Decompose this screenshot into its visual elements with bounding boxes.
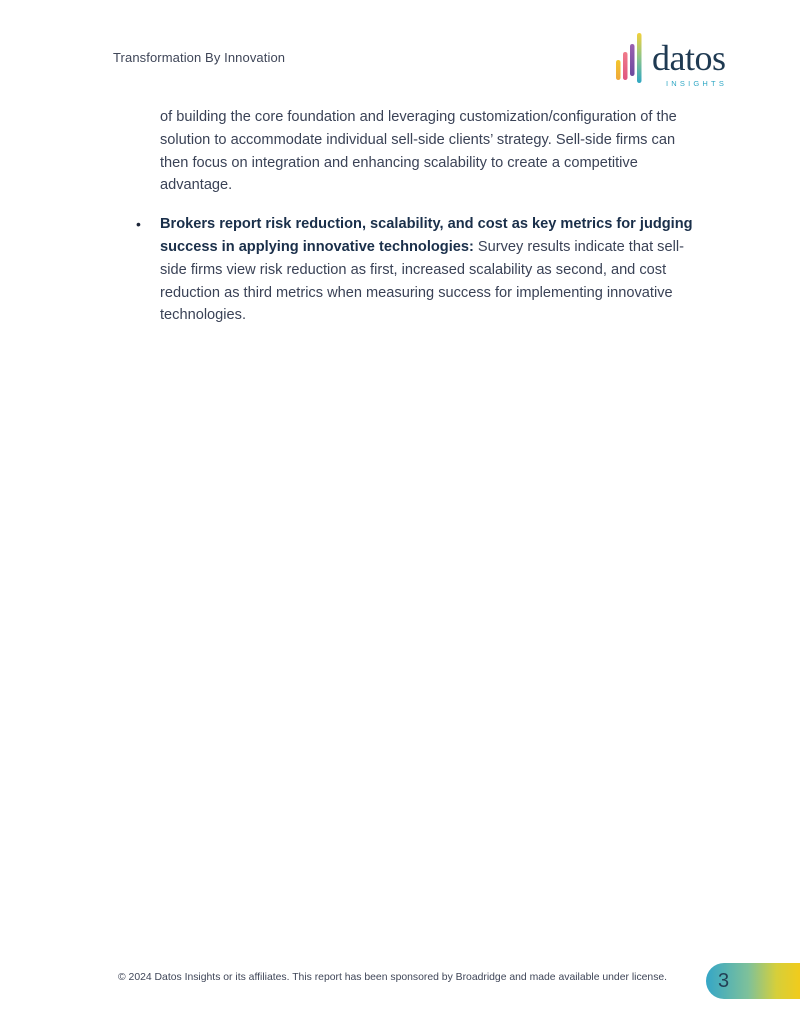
- page-number-tab: [706, 963, 800, 999]
- continuation-paragraph: of building the core foundation and leveraging customization/configuration of the solution to accommodate individual sell-side clients’ strategy. Sell-side firms can then focus on integration and enhancing scalability to create a competitive advantage.: [160, 109, 677, 194]
- bullet-paragraph: [160, 213, 705, 327]
- logo-subtitle: INSIGHTS: [666, 79, 728, 88]
- logo-wordmark: datos: [652, 38, 726, 78]
- bullet-marker: •: [136, 216, 141, 233]
- header-title: Transformation By Innovation: [113, 50, 286, 65]
- bullet-lead-text: Brokers report risk reduction, scalability, and cost as key metrics for judging success in applying innovative technologies:: [160, 216, 693, 255]
- body-content: [136, 106, 705, 327]
- datos-insights-logo: [614, 30, 744, 90]
- logo-bars-icon: [614, 30, 644, 86]
- footer-copyright: © 2024 Datos Insights or its affiliates. This report has been sponsored by Broadridge and made available under license.: [118, 972, 668, 983]
- bullet-body-text: Survey results indicate that sell-side firms view risk reduction as first, increased scalability as second, and cost reduction as third metrics when measuring success for implementing innovative technologies.: [160, 238, 684, 324]
- bullet-item: [136, 213, 705, 327]
- page-number: 3: [718, 970, 730, 992]
